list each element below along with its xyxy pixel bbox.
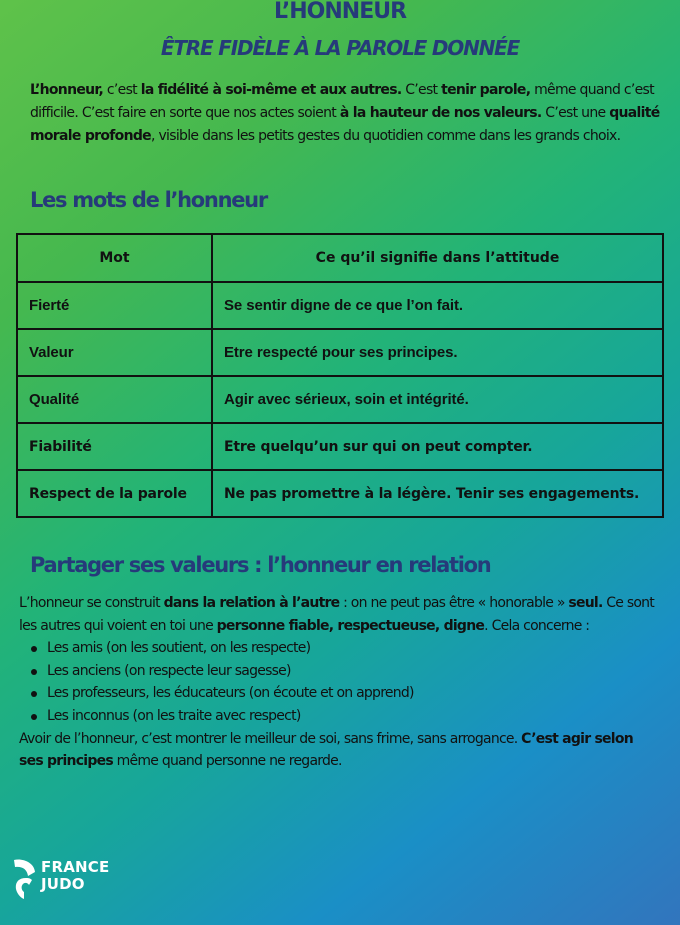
table-row	[17, 376, 663, 423]
relation-text: : on ne peut pas être « honorable »	[339, 595, 569, 611]
relation-section	[19, 592, 659, 773]
intro-bold: L’honneur,	[30, 82, 104, 98]
list-item	[47, 637, 659, 660]
word-cell: Valeur	[17, 329, 212, 376]
intro-text: même quand c’est difficile. C’est faire en sorte que nos actes soient	[30, 82, 654, 121]
list-item	[47, 660, 659, 683]
closing-paragraph	[19, 728, 659, 773]
logo-line-judo: JUDO	[41, 875, 85, 893]
word-cell: Fiabilité	[17, 423, 212, 470]
list-item	[47, 705, 659, 728]
bullet-icon	[31, 669, 37, 675]
bullet-icon	[31, 691, 37, 697]
relation-bold: dans la relation à l’autre	[163, 595, 340, 611]
column-header-word: Mot	[17, 234, 212, 282]
intro-bold: qualité morale profonde	[30, 105, 660, 144]
closing-text: Avoir de l’honneur, c’est montrer le meilleur de soi, sans frime, sans arrogance.	[19, 730, 522, 747]
list-item-text: Les inconnus (on les traite avec respect)	[47, 707, 301, 724]
meaning-cell: Se sentir digne de ce que l’on fait.	[212, 282, 663, 329]
intro-bold: tenir parole,	[441, 82, 531, 98]
relation-text: Ce sont les autres qui voient en toi une	[19, 595, 655, 634]
relation-bold: seul.	[568, 595, 603, 611]
intro-text: C’est	[401, 82, 442, 98]
meaning-cell: Etre quelqu’un sur qui on peut compter.	[212, 423, 663, 470]
table-row	[17, 470, 663, 517]
list-item	[47, 682, 659, 705]
bullet-icon	[31, 646, 37, 652]
intro-text: c’est	[103, 82, 141, 98]
intro-text: , visible dans les petits gestes du quotidien comme dans les grands choix.	[150, 128, 621, 144]
meaning-cell: Etre respecté pour ses principes.	[212, 329, 663, 376]
intro-bold: à la hauteur de nos valeurs.	[339, 105, 542, 121]
page-subtitle: ÊTRE FIDÈLE À LA PAROLE DONNÉE	[160, 36, 520, 60]
intro-bold: la fidélité à soi-même et aux autres.	[140, 82, 402, 98]
relation-paragraph	[19, 592, 659, 637]
word-cell: Qualité	[17, 376, 212, 423]
page-title: L’HONNEUR	[273, 0, 407, 24]
bullet-icon	[31, 714, 37, 720]
word-cell: Respect de la parole	[17, 470, 212, 517]
meaning-cell: Agir avec sérieux, soin et intégrité.	[212, 376, 663, 423]
meaning-cell: Ne pas promettre à la légère. Tenir ses engagements.	[212, 470, 663, 517]
closing-text: même quand personne ne regarde.	[112, 753, 342, 770]
section-heading-words: Les mots de l’honneur	[30, 188, 267, 212]
logo-line-france: FRANCE	[41, 858, 110, 876]
word-cell: Fierté	[17, 282, 212, 329]
list-item-text: Les amis (on les soutient, on les respecte)	[47, 640, 311, 657]
table-header-row	[17, 234, 663, 282]
table-row	[17, 282, 663, 329]
honor-words-table	[16, 233, 664, 518]
list-item-text: Les professeurs, les éducateurs (on écoute et on apprend)	[47, 685, 414, 702]
relation-list	[19, 637, 659, 727]
intro-text: C’est une	[541, 105, 610, 121]
france-judo-logo-icon	[12, 856, 38, 900]
section-heading-relation: Partager ses valeurs : l’honneur en relation	[30, 553, 491, 577]
france-judo-logo	[12, 856, 122, 900]
closing-bold: C’est agir selon ses principes	[19, 730, 633, 770]
list-item-text: Les anciens (on respecte leur sagesse)	[47, 662, 291, 679]
relation-text: L’honneur se construit	[19, 595, 164, 611]
column-header-meaning: Ce qu’il signifie dans l’attitude	[212, 234, 663, 282]
table-row	[17, 329, 663, 376]
logo-wordmark	[41, 859, 109, 893]
intro-paragraph	[30, 79, 660, 148]
relation-text: . Cela concerne :	[484, 617, 590, 634]
relation-bold: personne fiable, respectueuse, digne	[216, 617, 485, 634]
table-row	[17, 423, 663, 470]
